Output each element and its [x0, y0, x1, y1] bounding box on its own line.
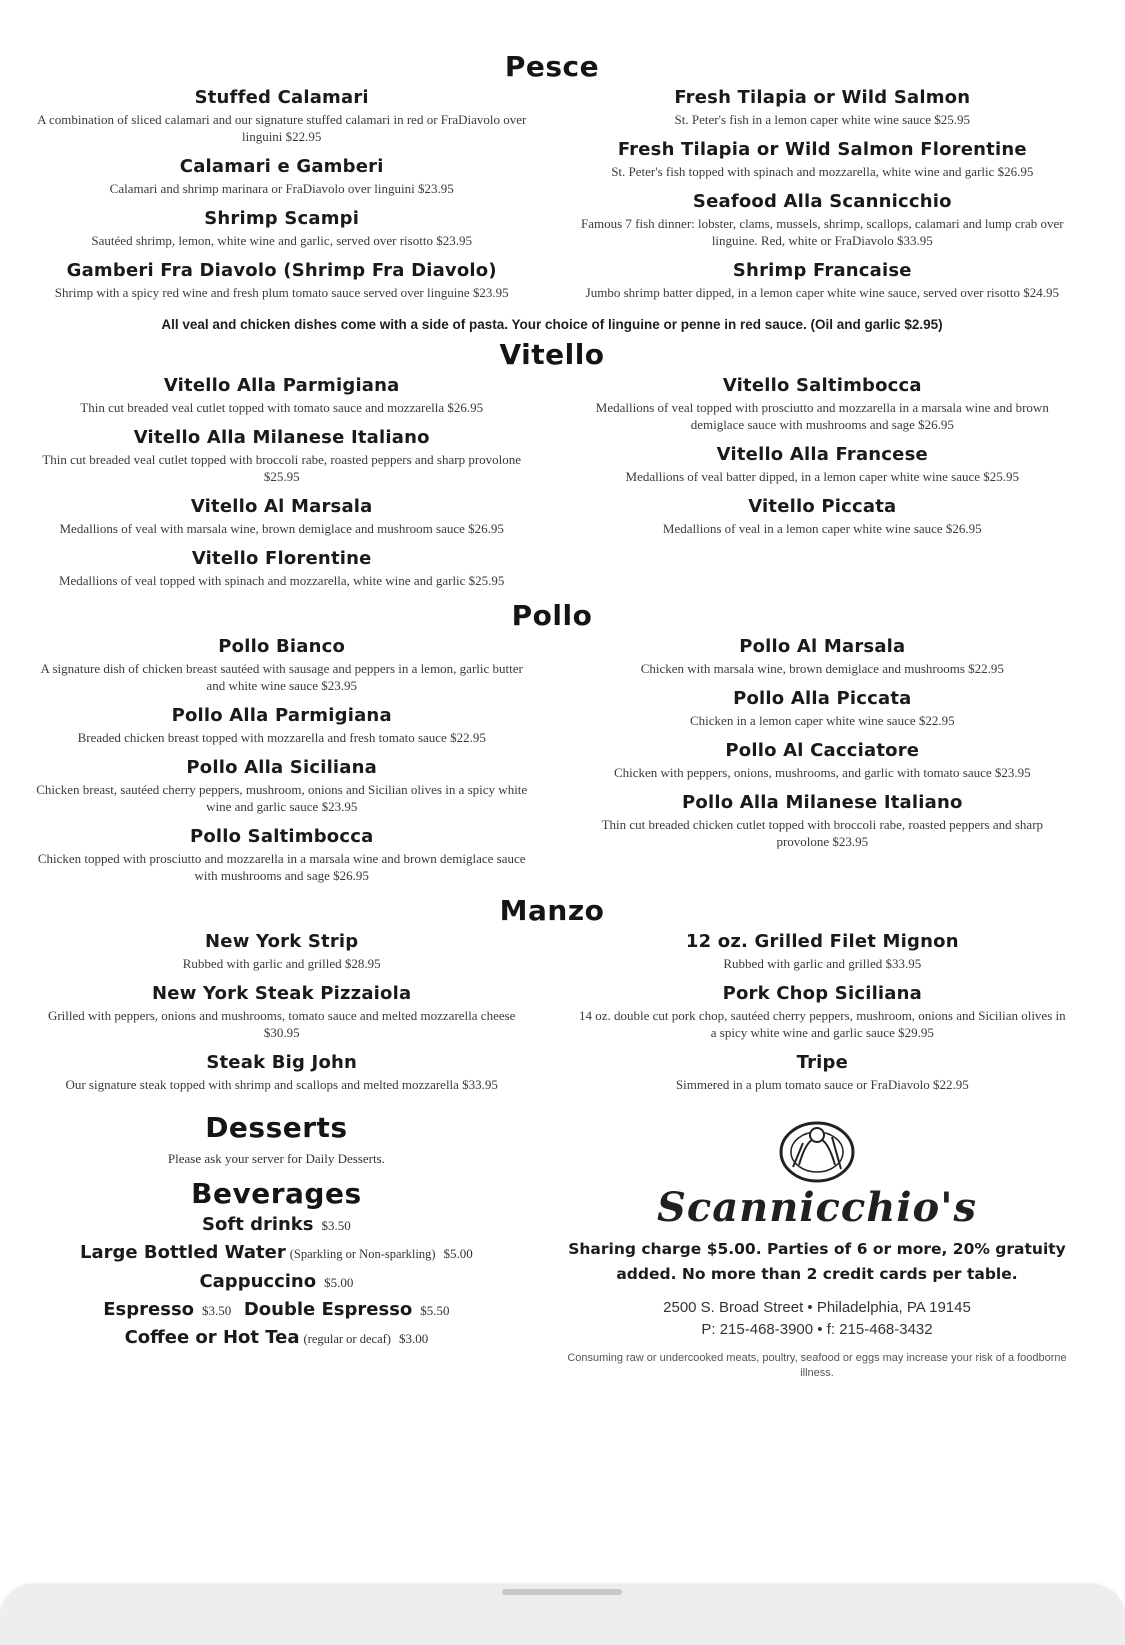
section-title-beverages: Beverages — [191, 1177, 362, 1210]
address: 2500 S. Broad Street • Philadelphia, PA 19145 — [663, 1299, 971, 1316]
section-title-pesce: Pesce — [504, 50, 600, 83]
menu-item — [563, 635, 1082, 677]
bottom-sheet[interactable] — [0, 1585, 1125, 1645]
menu-item-desc: Jumbo shrimp batter dipped, in a lemon caper white wine sauce, served over risotto $24.95 — [585, 285, 1059, 300]
section-title-desserts: Desserts — [205, 1111, 348, 1144]
menu-item-desc: St. Peter's fish topped with spinach and mozzarella, white wine and garlic $26.95 — [611, 164, 1034, 179]
menu-item-name: Pollo Al Cacciatore — [725, 740, 920, 761]
vitello-right-column — [563, 372, 1082, 599]
menu-item — [22, 259, 541, 301]
menu-item-name: New York Strip — [205, 931, 359, 952]
beverage-name: Cappuccino — [199, 1271, 317, 1292]
menu-item-name: 12 oz. Grilled Filet Mignon — [685, 931, 959, 952]
sheet-handle[interactable] — [502, 1589, 622, 1595]
beverage-name: Espresso — [103, 1299, 195, 1320]
menu-item — [22, 155, 541, 197]
menu-item-name: Pollo Alla Piccata — [733, 688, 912, 709]
menu-item — [563, 739, 1082, 781]
menu-item-name: Pork Chop Siciliana — [722, 983, 923, 1004]
menu-item — [22, 1051, 541, 1093]
menu-item-desc: Medallions of veal topped with spinach and mozzarella, white wine and garlic $25.95 — [58, 573, 505, 588]
menu-item — [22, 86, 541, 145]
menu-item — [563, 86, 1082, 128]
restaurant-info — [552, 1111, 1082, 1381]
menu-item-name: Vitello Saltimbocca — [722, 375, 922, 396]
menu-item — [22, 704, 541, 746]
menu-item — [563, 687, 1082, 729]
beverage-espresso-row — [22, 1296, 531, 1324]
menu-item-name: Pollo Saltimbocca — [189, 826, 374, 847]
menu-item — [22, 982, 541, 1041]
menu-item-name: Vitello Florentine — [191, 548, 372, 569]
menu-item-desc: Chicken with marsala wine, brown demiglace and mushrooms $22.95 — [640, 661, 1004, 676]
desserts-beverages — [22, 1111, 531, 1381]
menu-item-desc: Chicken in a lemon caper white wine sauce $22.95 — [690, 713, 955, 728]
menu-item-desc: Simmered in a plum tomato sauce or FraDiavolo $22.95 — [675, 1077, 969, 1092]
beverage-name: Soft drinks — [202, 1214, 314, 1235]
section-title-manzo: Manzo — [499, 894, 605, 927]
menu-item-name: Shrimp Francaise — [732, 260, 912, 281]
menu-item — [563, 138, 1082, 180]
menu-item-desc: St. Peter's fish in a lemon caper white wine sauce $25.95 — [674, 112, 971, 127]
beverage-price: $3.50 — [321, 1218, 351, 1233]
menu-item-desc: 14 oz. double cut pork chop, sautéed cherry peppers, mushroom, onions and Sicilian olives in a spicy white wine and garlic sauce $29.95 — [578, 1008, 1066, 1040]
menu-item — [563, 374, 1082, 433]
menu-item — [22, 374, 541, 416]
menu-item-name: Steak Big John — [206, 1052, 358, 1073]
desserts-note: Please ask your server for Daily Desserts. — [167, 1151, 385, 1166]
beverage-price: $5.00 — [324, 1275, 354, 1290]
menu-item-name: Vitello Piccata — [748, 496, 897, 517]
logo — [552, 1117, 1082, 1231]
menu-item-desc: Medallions of veal in a lemon caper white wine sauce $26.95 — [662, 521, 982, 536]
menu-item-name: Vitello Al Marsala — [190, 496, 373, 517]
beverage-name: Coffee or Hot Tea — [124, 1327, 300, 1348]
menu-item-name: Tripe — [796, 1052, 849, 1073]
pollo-columns — [22, 633, 1082, 894]
menu-item — [563, 982, 1082, 1041]
section-title-vitello: Vitello — [499, 338, 605, 371]
menu-item-name: Vitello Alla Milanese Italiano — [133, 427, 430, 448]
menu-item — [563, 930, 1082, 972]
health-warning: Consuming raw or undercooked meats, poultry, seafood or eggs may increase your risk of a foodborne illness. — [567, 1352, 1067, 1379]
menu-item-name: Seafood Alla Scannicchio — [692, 191, 952, 212]
manzo-right-column — [563, 928, 1082, 1103]
beverage-water — [22, 1239, 531, 1268]
menu-item-desc: Thin cut breaded chicken cutlet topped with broccoli rabe, roasted peppers and sharp provolone $23.95 — [601, 817, 1044, 849]
beverage-note: (Sparkling or Non-sparkling) — [289, 1247, 436, 1261]
menu-item — [22, 635, 541, 694]
vitello-left-column — [22, 372, 541, 599]
restaurant-name: Scannicchio's — [657, 1184, 977, 1231]
menu-item — [22, 825, 541, 884]
chef-plate-logo-icon — [777, 1117, 857, 1183]
menu-item-name: Stuffed Calamari — [194, 87, 369, 108]
beverage-price: $5.00 — [443, 1246, 473, 1261]
menu-item-desc: Thin cut breaded veal cutlet topped with broccoli rabe, roasted peppers and sharp provolone $25.95 — [42, 452, 522, 484]
menu-item — [563, 190, 1082, 249]
menu-item — [22, 547, 541, 589]
menu-item-desc: Sautéed shrimp, lemon, white wine and garlic, served over risotto $23.95 — [91, 233, 472, 248]
beverage-name: Large Bottled Water — [80, 1242, 286, 1263]
menu-item — [563, 443, 1082, 485]
menu-item-name: Pollo Alla Siciliana — [186, 757, 378, 778]
beverage-price: $3.50 — [202, 1303, 232, 1318]
menu-item-desc: Calamari and shrimp marinara or FraDiavolo over linguini $23.95 — [109, 181, 454, 196]
menu-item — [563, 259, 1082, 301]
menu-item-desc: Chicken with peppers, onions, mushrooms, and garlic with tomato sauce $23.95 — [613, 765, 1031, 780]
menu-item-desc: Rubbed with garlic and grilled $28.95 — [182, 956, 381, 971]
menu-item-desc: A signature dish of chicken breast sautéed with sausage and peppers in a lemon, garlic butter and white wine sauce $23.95 — [40, 661, 523, 693]
menu-item-name: Vitello Alla Francese — [716, 444, 928, 465]
policy-text: Sharing charge $5.00. Parties of 6 or more, 20% gratuity added. No more than 2 credit cards per table. — [568, 1240, 1066, 1283]
menu-item-name: Fresh Tilapia or Wild Salmon Florentine — [617, 139, 1027, 160]
menu-item — [22, 426, 541, 485]
manzo-left-column — [22, 928, 541, 1103]
menu-item-name: Fresh Tilapia or Wild Salmon — [674, 87, 971, 108]
menu-item-name: Gamberi Fra Diavolo (Shrimp Fra Diavolo) — [66, 260, 497, 281]
menu-item-desc: Shrimp with a spicy red wine and fresh plum tomato sauce served over linguine $23.95 — [54, 285, 509, 300]
pasta-note: All veal and chicken dishes come with a side of pasta. Your choice of linguine or penne in red sauce. (Oil and garlic $2.95) — [161, 317, 943, 332]
vitello-columns — [22, 372, 1082, 599]
menu-item-desc: Grilled with peppers, onions and mushrooms, tomato sauce and melted mozzarella cheese $30.95 — [47, 1008, 516, 1040]
menu-item-desc: Famous 7 fish dinner: lobster, clams, mussels, shrimp, scallops, calamari and lump crab over linguine. Red, white or FraDiavolo $33.95 — [581, 216, 1064, 248]
beverage-soft-drinks — [22, 1211, 531, 1239]
beverage-name: Double Espresso — [243, 1299, 413, 1320]
phone-fax: P: 215-468-3900 • f: 215-468-3432 — [701, 1321, 933, 1338]
menu-item — [22, 495, 541, 537]
menu-item-desc: Breaded chicken breast topped with mozzarella and fresh tomato sauce $22.95 — [77, 730, 486, 745]
pollo-left-column — [22, 633, 541, 894]
beverage-price: $3.00 — [398, 1331, 429, 1346]
menu-item — [22, 756, 541, 815]
menu-item-desc: Rubbed with garlic and grilled $33.95 — [723, 956, 922, 971]
beverage-price: $5.50 — [420, 1303, 450, 1318]
menu-item — [22, 207, 541, 249]
pesce-right-column — [563, 84, 1082, 311]
menu-item-name: Pollo Alla Milanese Italiano — [682, 792, 963, 813]
menu-item-name: New York Steak Pizzaiola — [152, 983, 412, 1004]
menu-item-name: Pollo Bianco — [218, 636, 346, 657]
menu-item-desc: Our signature steak topped with shrimp and scallops and melted mozzarella $33.95 — [65, 1077, 498, 1092]
section-title-pollo: Pollo — [511, 599, 593, 632]
menu-item-name: Shrimp Scampi — [204, 208, 360, 229]
menu-item-desc: Medallions of veal batter dipped, in a lemon caper white wine sauce $25.95 — [625, 469, 1020, 484]
menu-item — [563, 791, 1082, 850]
menu-item-name: Pollo Al Marsala — [739, 636, 906, 657]
pollo-right-column — [563, 633, 1082, 894]
manzo-columns — [22, 928, 1082, 1103]
beverage-coffee — [22, 1324, 531, 1353]
menu-item-desc: Medallions of veal with marsala wine, brown demiglace and mushroom sauce $26.95 — [59, 521, 504, 536]
menu-item-name: Vitello Alla Parmigiana — [163, 375, 400, 396]
menu-item-desc: Thin cut breaded veal cutlet topped with tomato sauce and mozzarella $26.95 — [80, 400, 484, 415]
menu-content — [22, 50, 1082, 1381]
bottom-section — [22, 1111, 1082, 1381]
menu-item — [22, 930, 541, 972]
menu-item-desc: Chicken breast, sautéed cherry peppers, mushroom, onions and Sicilian olives in a spicy white wine and garlic sauce $23.95 — [36, 782, 528, 814]
beverage-note: (regular or decaf) — [303, 1332, 391, 1346]
menu-item — [563, 495, 1082, 537]
pesce-left-column — [22, 84, 541, 311]
menu-item-desc: Medallions of veal topped with prosciutto and mozzarella in a marsala wine and brown demiglace sauce with mushrooms and sage $26.95 — [595, 400, 1049, 432]
menu-item-desc: Chicken topped with prosciutto and mozzarella in a marsala wine and brown demiglace sauce with mushrooms and sage $26.95 — [37, 851, 526, 883]
menu-item-desc: A combination of sliced calamari and our signature stuffed calamari in red or FraDiavolo over linguini $22.95 — [37, 112, 527, 144]
menu-item-name: Calamari e Gamberi — [179, 156, 384, 177]
beverage-cappuccino — [22, 1268, 531, 1296]
menu-item — [563, 1051, 1082, 1093]
pesce-columns — [22, 84, 1082, 311]
menu-item-name: Pollo Alla Parmigiana — [171, 705, 392, 726]
